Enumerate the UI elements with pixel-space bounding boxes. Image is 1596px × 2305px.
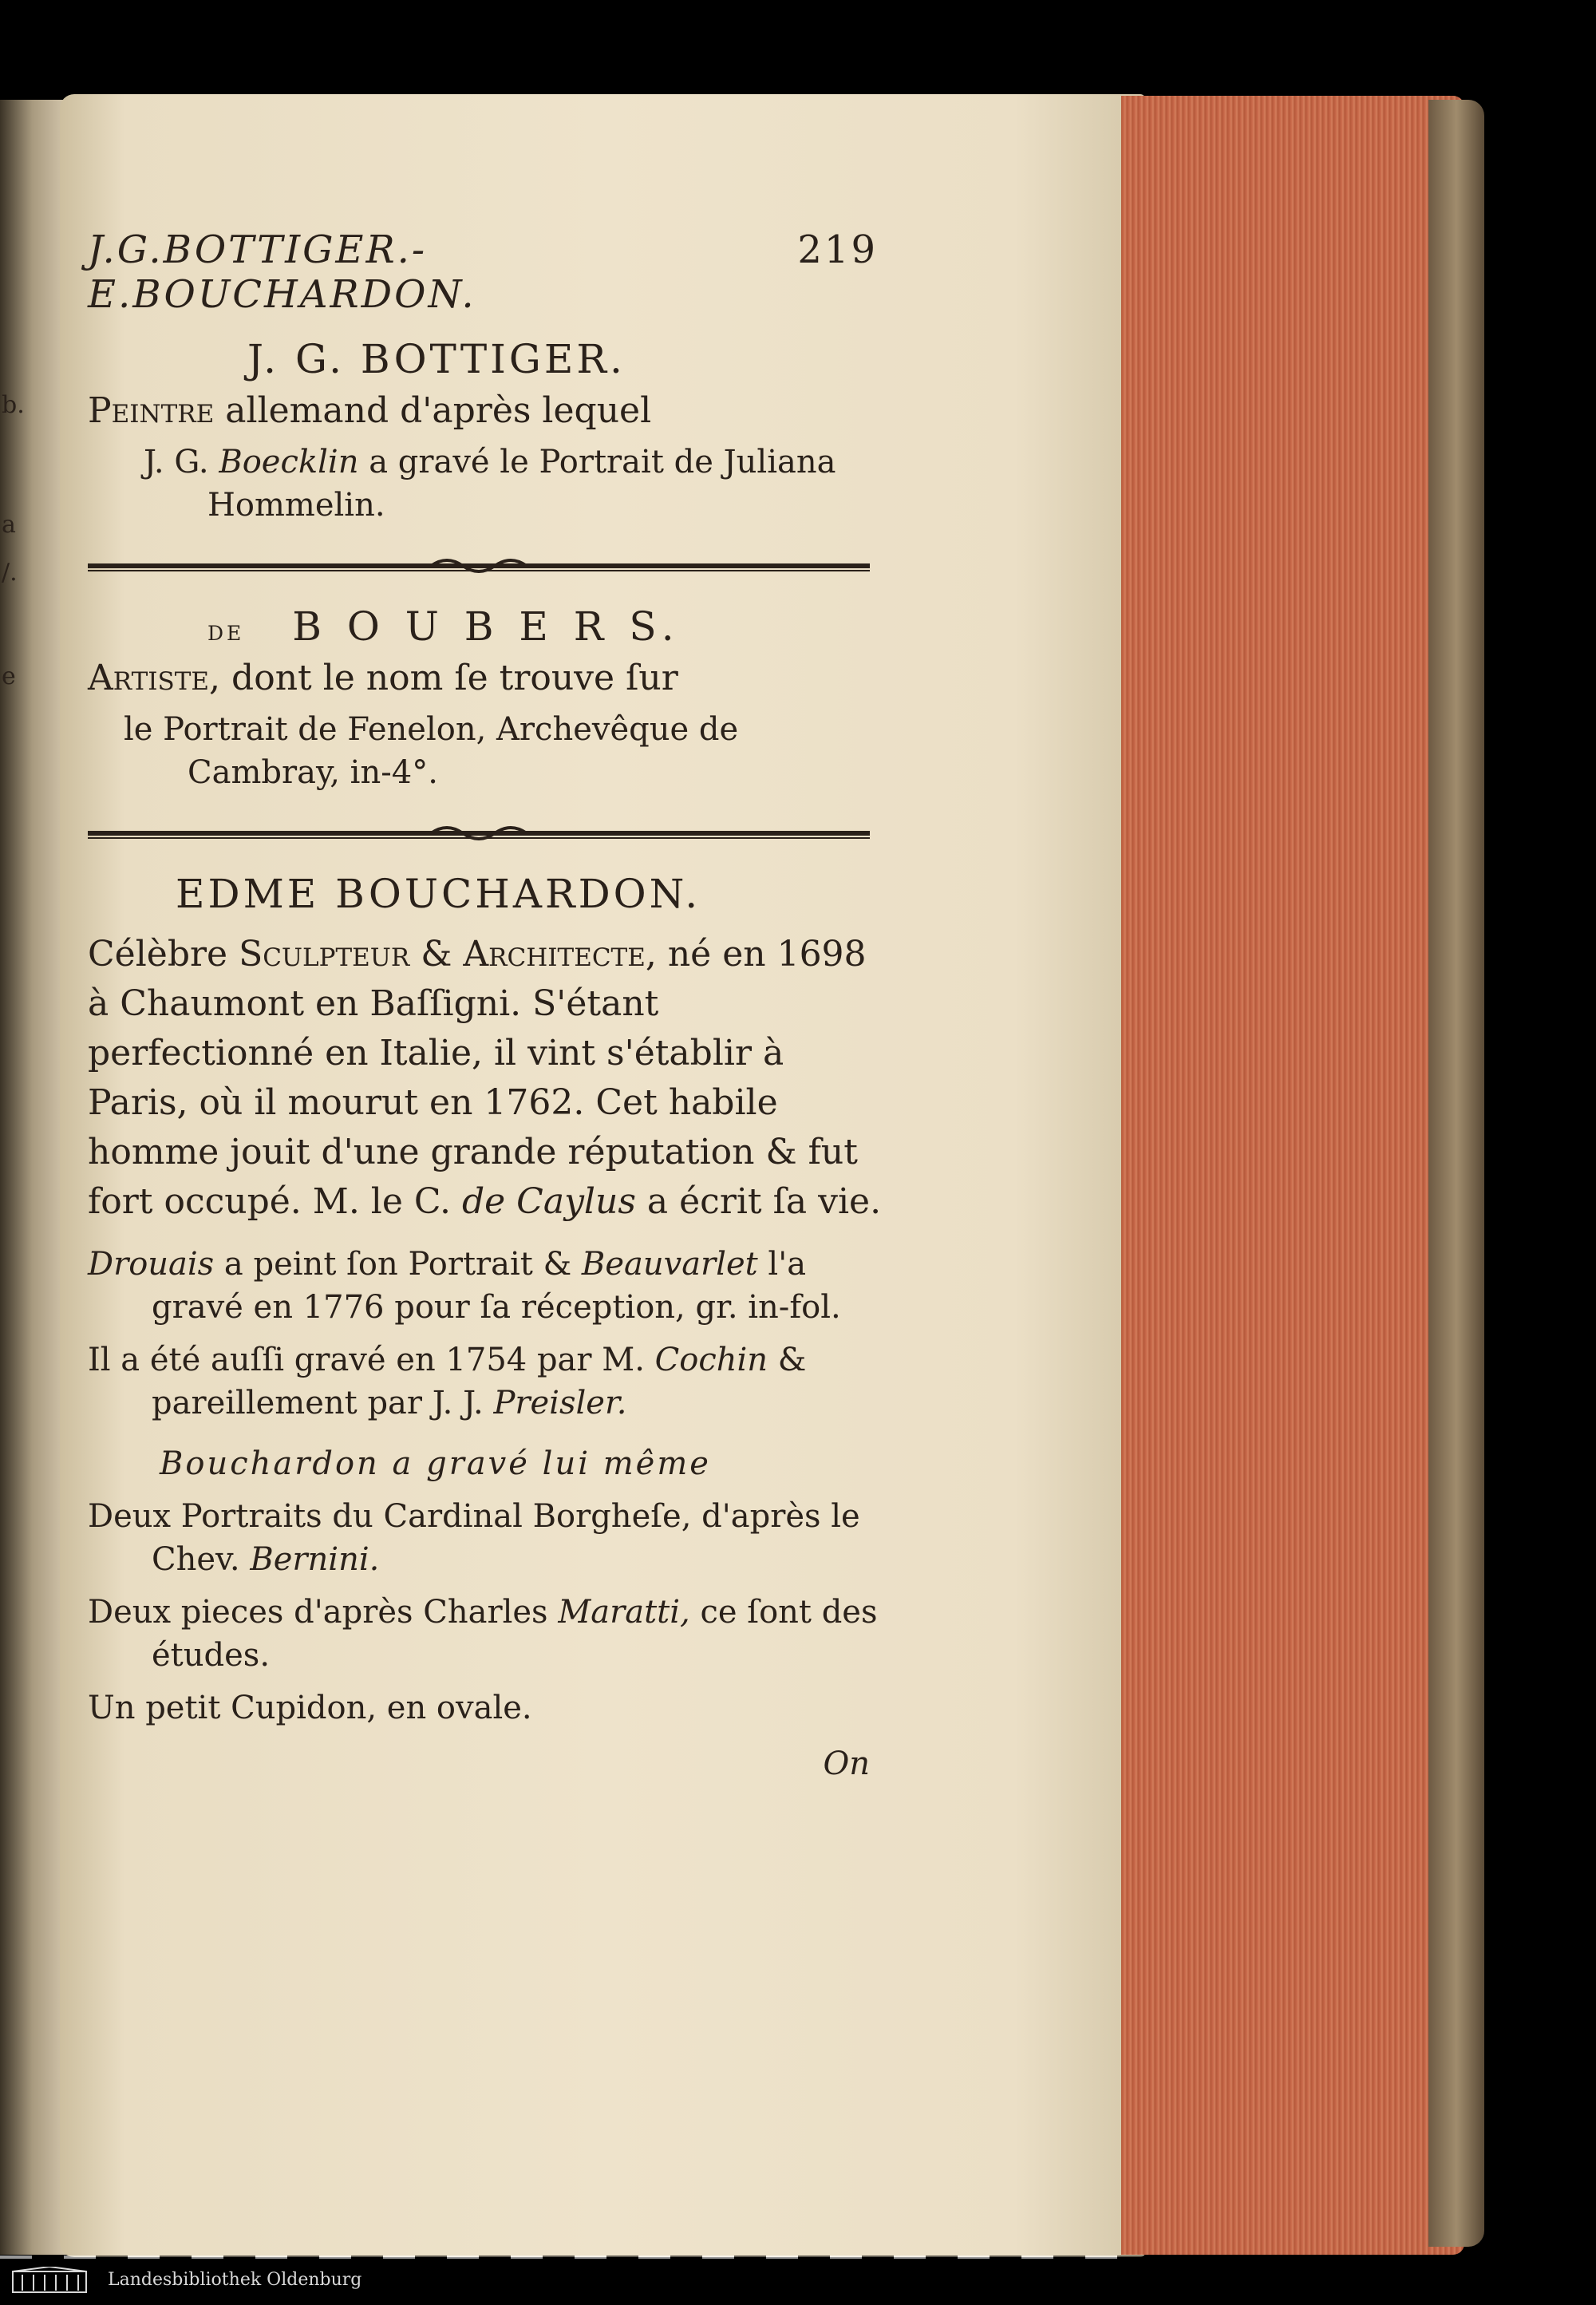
ornament-divider <box>88 821 870 845</box>
left-mark: a <box>2 511 16 539</box>
catchword: On <box>823 1746 870 1782</box>
book-binding <box>1428 100 1484 2247</box>
bouchardon-portrait-entry: Drouais a peint ſon Portrait & Beauvarlet l'a gravé en 1776 pour ſa réception, gr. in-fol. <box>88 1246 841 1326</box>
left-mark: b. <box>2 391 25 419</box>
library-logo-icon <box>10 2267 89 2295</box>
page-edges <box>1121 96 1464 2255</box>
library-name: Landesbibliothek Oldenburg <box>108 2270 362 2290</box>
running-head <box>88 227 878 317</box>
work-item: Un petit Cupidon, en ovale. <box>88 1690 532 1726</box>
bouchardon-heading: EDME BOUCHARDON. <box>176 871 701 917</box>
boubers-entry: le Portrait de Fenelon, Archevêque de Cambray, in-4°. <box>124 711 739 791</box>
bouchardon-subheading: Bouchardon a gravé lui même <box>160 1445 711 1482</box>
boubers-lead: Artiste, dont le nom ſe trouve ſur <box>88 658 678 698</box>
page-text <box>88 227 886 1782</box>
work-item: Deux pieces d'après Charles Maratti, ce ſont des études. <box>88 1594 878 1674</box>
bouchardon-bio: Célèbre Sculpteur & Architecte, né en 1698 à Chaumont en Baſſigni. S'étant perfectionné en Italie, il vint s'établir à Paris, où il mourut en 1762. Cet habile homme jouit d'une grande réputation & fut fort occupé. M. le C. de Caylus a écrit ſa vie. <box>88 934 882 1222</box>
bottiger-entry: J. G. Boecklin a gravé le Portrait de Juliana Hommelin. <box>144 444 836 524</box>
bottiger-lead: Peintre allemand d'après lequel <box>88 390 652 431</box>
work-item: Deux Portraits du Cardinal Borgheſe, d'après le Chev. Bernini. <box>88 1498 860 1578</box>
ornament-divider <box>88 554 870 578</box>
bottiger-heading: J. G. BOTTIGER. <box>247 336 626 382</box>
left-mark: e <box>2 662 16 690</box>
running-head-title: J.G.BOTTIGER.-E.BOUCHARDON. <box>88 227 476 317</box>
boubers-heading: de B O U B E R S. <box>207 603 681 650</box>
bouchardon-engraving-entry: Il a été auſſi gravé en 1754 par M. Cochin & pareillement par J. J. Preisler. <box>88 1342 807 1421</box>
page-number: 219 <box>797 227 878 272</box>
footer-bar <box>0 2259 1596 2305</box>
left-mark: /. <box>2 559 18 587</box>
left-margin-marks <box>0 0 72 2155</box>
